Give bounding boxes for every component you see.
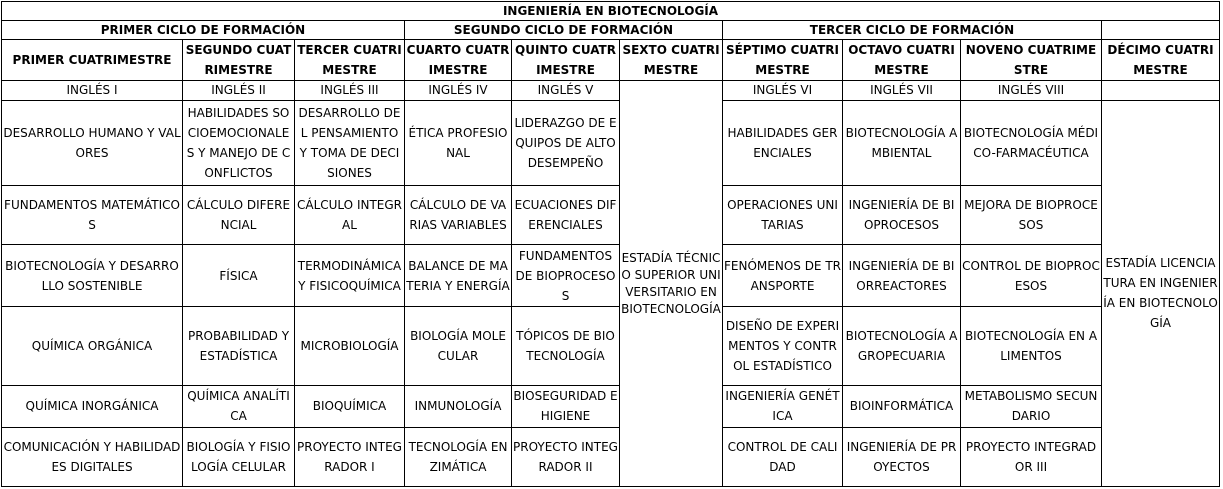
course-cell: QUÍMICA INORGÁNICA: [2, 386, 183, 427]
term-5-header: QUINTO CUATRIMESTRE: [512, 40, 620, 81]
term-8-header: OCTAVO CUATRIMESTRE: [843, 40, 961, 81]
course-cell: BIOTECNOLOGÍA AMBIENTAL: [843, 100, 961, 186]
curriculum-table: [1, 1, 1220, 487]
course-cell: CÁLCULO DIFERENCIAL: [183, 186, 295, 245]
course-cell: ECUACIONES DIFERENCIALES: [512, 186, 620, 245]
plan-title: INGENIERÍA EN BIOTECNOLOGÍA: [2, 2, 1220, 21]
course-cell: FÍSICA: [183, 245, 295, 306]
term-4-header: CUARTO CUATRIMESTRE: [405, 40, 512, 81]
cycle-3-header: TERCER CICLO DE FORMACIÓN: [723, 21, 1102, 40]
term-7-header: SÉPTIMO CUATRIMESTRE: [723, 40, 843, 81]
course-cell: INGENIERÍA DE BIORREACTORES: [843, 245, 961, 306]
course-cell: OPERACIONES UNITARIAS: [723, 186, 843, 245]
course-cell: CÁLCULO INTEGRAL: [295, 186, 405, 245]
term-1-header: PRIMER CUATRIMESTRE: [2, 40, 183, 81]
course-cell: LIDERAZGO DE EQUIPOS DE ALTO DESEMPEÑO: [512, 100, 620, 186]
course-cell: BIOTECNOLOGÍA AGROPECUARIA: [843, 306, 961, 385]
english-course: INGLÉS III: [295, 81, 405, 100]
course-cell: METABOLISMO SECUNDARIO: [961, 386, 1102, 427]
cycle-blank-cell: [1102, 21, 1220, 40]
english-blank-cell: [1102, 81, 1220, 100]
course-cell: MEJORA DE BIOPROCESOS: [961, 186, 1102, 245]
stay-tsu-cell: ESTADÍA TÉCNICO SUPERIOR UNIVERSITARIO EN BIOTECNOLOGÍA: [620, 81, 723, 487]
course-cell: DESARROLLO HUMANO Y VALORES: [2, 100, 183, 186]
english-course: INGLÉS V: [512, 81, 620, 100]
course-cell: BIOLOGÍA MOLECULAR: [405, 306, 512, 385]
english-course: INGLÉS IV: [405, 81, 512, 100]
course-cell: BIOTECNOLOGÍA MÉDICO-FARMACÉUTICA: [961, 100, 1102, 186]
course-cell: FUNDAMENTOS MATEMÁTICOS: [2, 186, 183, 245]
course-cell: HABILIDADES GERENCIALES: [723, 100, 843, 186]
course-cell: BIOQUÍMICA: [295, 386, 405, 427]
course-cell: TECNOLOGÍA ENZIMÁTICA: [405, 427, 512, 486]
course-cell: ÉTICA PROFESIONAL: [405, 100, 512, 186]
english-course: INGLÉS II: [183, 81, 295, 100]
english-course: INGLÉS I: [2, 81, 183, 100]
course-cell: INGENIERÍA GENÉTICA: [723, 386, 843, 427]
course-cell: BIOLOGÍA Y FISIOLOGÍA CELULAR: [183, 427, 295, 486]
term-10-header: DÉCIMO CUATRIMESTRE: [1102, 40, 1220, 81]
cycle-1-header: PRIMER CICLO DE FORMACIÓN: [2, 21, 405, 40]
course-cell: DESARROLLO DEL PENSAMIENTO Y TOMA DE DECISIONES: [295, 100, 405, 186]
course-cell: CONTROL DE BIOPROCESOS: [961, 245, 1102, 306]
course-cell: BIOINFORMÁTICA: [843, 386, 961, 427]
course-cell: BIOTECNOLOGÍA EN ALIMENTOS: [961, 306, 1102, 385]
term-9-header: NOVENO CUATRIMESTRE: [961, 40, 1102, 81]
term-3-header: TERCER CUATRIMESTRE: [295, 40, 405, 81]
term-6-header: SEXTO CUATRIMESTRE: [620, 40, 723, 81]
course-cell: INMUNOLOGÍA: [405, 386, 512, 427]
english-course: INGLÉS VI: [723, 81, 843, 100]
stay-licenciatura-cell: ESTADÍA LICENCIATURA EN INGENIERÍA EN BIOTECNOLOGÍA: [1102, 100, 1220, 486]
course-cell: PROBABILIDAD Y ESTADÍSTICA: [183, 306, 295, 385]
course-cell: COMUNICACIÓN Y HABILIDADES DIGITALES: [2, 427, 183, 486]
course-cell: HABILIDADES SOCIOEMOCIONALES Y MANEJO DE CONFLICTOS: [183, 100, 295, 186]
course-cell: TERMODINÁMICA Y FISICOQUÍMICA: [295, 245, 405, 306]
course-cell: CONTROL DE CALIDAD: [723, 427, 843, 486]
course-cell: BIOSEGURIDAD E HIGIENE: [512, 386, 620, 427]
course-cell: MICROBIOLOGÍA: [295, 306, 405, 385]
cycle-2-header: SEGUNDO CICLO DE FORMACIÓN: [405, 21, 723, 40]
course-cell: PROYECTO INTEGRADOR I: [295, 427, 405, 486]
course-cell: CÁLCULO DE VARIAS VARIABLES: [405, 186, 512, 245]
course-cell: TÓPICOS DE BIOTECNOLOGÍA: [512, 306, 620, 385]
english-course: INGLÉS VIII: [961, 81, 1102, 100]
course-cell: FENÓMENOS DE TRANSPORTE: [723, 245, 843, 306]
course-cell: BALANCE DE MATERIA Y ENERGÍA: [405, 245, 512, 306]
course-cell: FUNDAMENTOS DE BIOPROCESOS: [512, 245, 620, 306]
course-cell: INGENIERÍA DE PROYECTOS: [843, 427, 961, 486]
course-cell: PROYECTO INTEGRADOR II: [512, 427, 620, 486]
english-course: INGLÉS VII: [843, 81, 961, 100]
course-cell: QUÍMICA ANALÍTICA: [183, 386, 295, 427]
course-cell: DISEÑO DE EXPERIMENTOS Y CONTROL ESTADÍSTICO: [723, 306, 843, 385]
course-cell: BIOTECNOLOGÍA Y DESARROLLO SOSTENIBLE: [2, 245, 183, 306]
course-cell: INGENIERÍA DE BIOPROCESOS: [843, 186, 961, 245]
course-cell: PROYECTO INTEGRADOR III: [961, 427, 1102, 486]
term-2-header: SEGUNDO CUATRIMESTRE: [183, 40, 295, 81]
course-cell: QUÍMICA ORGÁNICA: [2, 306, 183, 385]
